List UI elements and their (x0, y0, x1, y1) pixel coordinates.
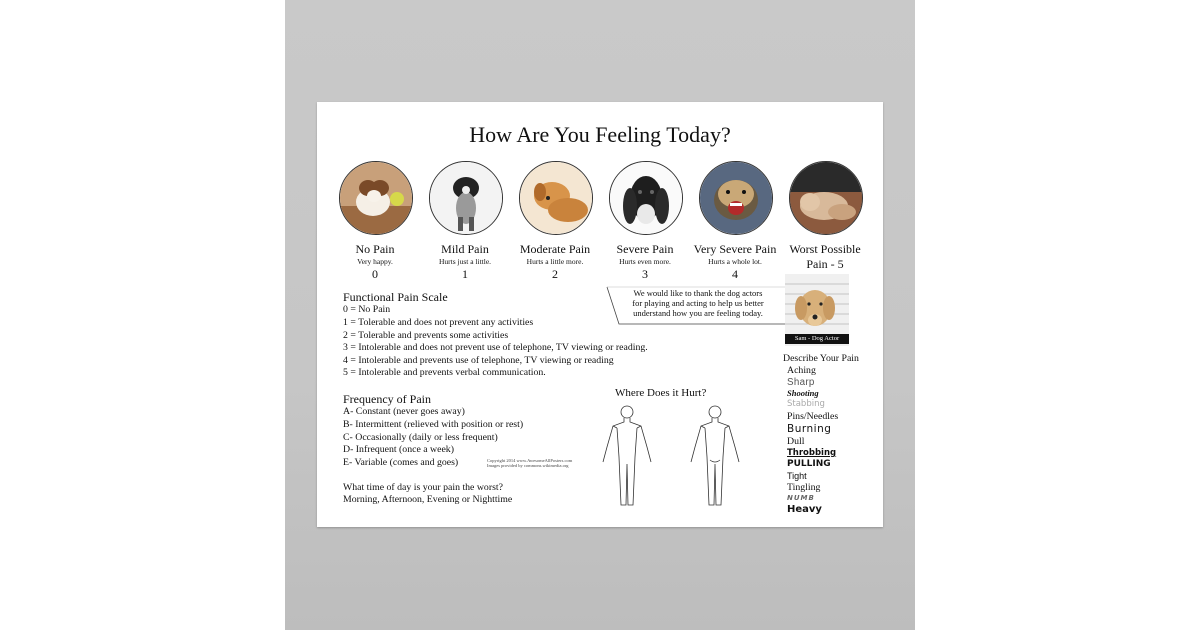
pain-number-1: 1 (462, 267, 468, 281)
frequency-heading: Frequency of Pain (343, 392, 431, 406)
describe-pain-heading: Describe Your Pain (783, 353, 859, 364)
pain-label-1: Mild Pain (441, 242, 489, 256)
pain-label-4: Very Severe Pain (693, 242, 777, 256)
pain-word-aching: Aching (787, 365, 816, 376)
dog-photo-worst-pain (789, 161, 863, 235)
where-does-it-hurt-heading: Where Does it Hurt? (615, 387, 707, 399)
frequency-item-e: E- Variable (comes and goes) (343, 457, 459, 468)
pain-label-5: Worst Possible (789, 242, 861, 256)
frequency-item-b: B- Intermittent (relieved with position or rest) (343, 419, 524, 430)
pain-number-0: 0 (372, 267, 378, 281)
pain-word-numb: NUMB (787, 494, 815, 502)
pain-word-burning: Burning (787, 423, 832, 435)
pain-number-4: 4 (732, 267, 738, 281)
pain-word-pins-needles: Pins/Needles (787, 411, 839, 422)
pain-word-heavy: Heavy (787, 504, 822, 515)
time-answer: Morning, Afternoon, Evening or Nighttime (343, 494, 513, 505)
functional-item-2: 2 = Tolerable and prevents some activities (343, 330, 509, 341)
pain-word-sharp: Sharp (787, 377, 815, 388)
dog-photo-severe-pain (609, 161, 683, 235)
pain-number-2: 2 (552, 267, 558, 281)
pain-word-dull: Dull (787, 436, 805, 447)
pain-word-tingling: Tingling (787, 482, 821, 493)
functional-item-5: 5 = Intolerable and prevents verbal communication. (343, 367, 546, 378)
pain-word-pulling: PULLING (787, 459, 831, 469)
pain-label-0: No Pain (355, 242, 395, 256)
dog-photo-very-severe-pain (699, 161, 773, 235)
poster-title: How Are You Feeling Today? (469, 122, 731, 147)
pain-desc-0: Very happy. (357, 257, 393, 266)
mugshot-caption: Sam - Dog Actor (785, 334, 849, 344)
pain-word-tight: Tight (787, 471, 807, 481)
copyright-note: Copyright 2014 www.AwesomeAllPosters.com Images provided by commons.wikimedia.org (487, 458, 573, 468)
time-question: What time of day is your pain the worst? (343, 482, 503, 493)
pain-word-stabbing: Stabbing (787, 399, 825, 409)
functional-item-3: 3 = Intolerable and does not prevent use of telephone, TV viewing or reading. (343, 342, 648, 353)
frequency-item-d: D- Infrequent (once a week) (343, 444, 454, 455)
pain-desc-2: Hurts a little more. (526, 257, 584, 266)
pain-word-shooting: Shooting (787, 388, 819, 398)
dog-photo-no-pain (339, 161, 413, 235)
pain-number-3: 3 (642, 267, 648, 281)
pain-label-5-line2: Pain - 5 (806, 257, 844, 271)
pain-scale-poster (317, 102, 883, 527)
body-diagram (597, 402, 747, 512)
pain-word-throbbing: Throbbing (787, 448, 837, 458)
dog-photo-mild-pain (429, 161, 503, 235)
pain-label-2: Moderate Pain (519, 242, 591, 256)
thanks-text: We would like to thank the dog actors for playing and acting to help us better understand how you are feeling today. (632, 288, 764, 318)
pain-desc-1: Hurts just a little. (438, 257, 492, 266)
pain-label-3: Severe Pain (616, 242, 674, 256)
pain-desc-4: Hurts a whole lot. (708, 257, 762, 266)
dog-photo-moderate-pain (519, 161, 593, 235)
pain-desc-3: Hurts even more. (619, 257, 671, 266)
functional-scale-heading: Functional Pain Scale (343, 290, 448, 304)
functional-item-1: 1 = Tolerable and does not prevent any activities (343, 317, 534, 328)
functional-item-0: 0 = No Pain (343, 304, 391, 315)
frequency-item-c: C- Occasionally (daily or less frequent) (343, 432, 498, 443)
functional-item-4: 4 = Intolerable and prevents use of telephone, TV viewing or reading (343, 355, 614, 366)
frequency-item-a: A- Constant (never goes away) (343, 406, 465, 417)
